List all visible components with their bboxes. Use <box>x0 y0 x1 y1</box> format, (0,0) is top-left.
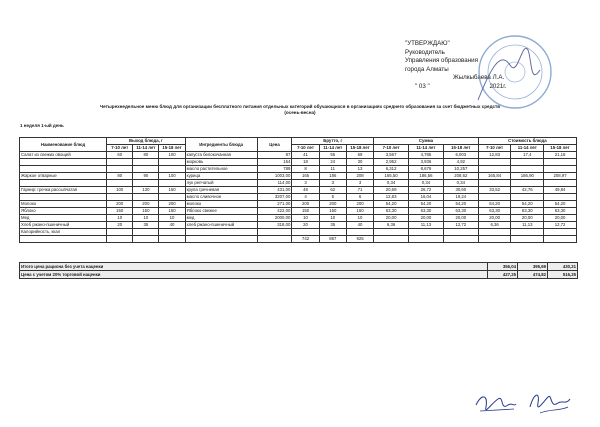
sum-cell: 12,72 <box>443 222 478 229</box>
header-age-3: 15-18 лет <box>544 145 577 152</box>
yield-cell: 200 <box>133 201 159 208</box>
header-price: Цена <box>257 138 292 152</box>
ingredient-name: Яблоко свежее <box>185 208 257 215</box>
cost-cell: 17,4 <box>511 152 544 159</box>
table-row <box>20 159 577 166</box>
empty-cell <box>133 229 159 236</box>
gross-cell: 4 <box>292 194 319 201</box>
yield-cell <box>107 180 133 187</box>
gross-cell: 40 <box>346 222 373 229</box>
cost-cell <box>511 159 544 166</box>
empty-cell <box>511 236 544 243</box>
gross-cell: 13 <box>346 166 373 173</box>
header-age-1: 7-10 лет <box>107 145 133 152</box>
totals-value: 356,04 <box>488 263 518 271</box>
table-row <box>20 229 577 236</box>
dish-name: Мед <box>20 215 107 222</box>
sum-cell: 11,13 <box>409 222 444 229</box>
sum-cell: 54,20 <box>443 201 478 208</box>
calories-label: Калорийность, ккал <box>20 229 107 236</box>
title-text: Четырехнедельное меню блюд для организации бесплатного питания отдельных категорий обучающихся в организациях среднего образования за счет бюджетных средств <box>99 104 501 109</box>
sum-cell: 10,257 <box>443 166 478 173</box>
cost-cell <box>544 159 577 166</box>
ingredient-name: капуста белокочанная <box>185 152 257 159</box>
empty-cell <box>185 236 257 243</box>
ingredient-name: курица <box>185 173 257 180</box>
sum-cell: 20,00 <box>374 215 409 222</box>
ingredient-name: хлеб ржано-пшеничный <box>185 222 257 229</box>
yield-cell: 60 <box>107 152 133 159</box>
empty-cell <box>478 236 511 243</box>
price-cell: 1003,00 <box>257 173 292 180</box>
gross-cell: 150 <box>292 208 319 215</box>
header-age-1: 7-10 лет <box>292 145 319 152</box>
cost-cell: 54,20 <box>478 201 511 208</box>
cost-cell: 6,36 <box>478 222 511 229</box>
empty-cell <box>107 236 133 243</box>
cost-cell <box>511 166 544 173</box>
table-row <box>20 208 577 215</box>
table-row <box>20 166 577 173</box>
gross-cell: 150 <box>319 208 346 215</box>
cost-cell: 42,76 <box>511 187 544 194</box>
gross-cell: 30 <box>346 159 373 166</box>
yield-cell: 150 <box>159 208 185 215</box>
dish-name: Салат из свежих овощей <box>20 152 107 159</box>
yield-cell: 90 <box>133 173 159 180</box>
yield-cell: 20 <box>107 222 133 229</box>
empty-cell <box>159 236 185 243</box>
yield-cell: 130 <box>133 187 159 194</box>
gross-cell: 150 <box>346 208 373 215</box>
gross-cell: 62 <box>319 187 346 194</box>
yield-cell: 150 <box>107 208 133 215</box>
totals-row <box>20 263 578 271</box>
empty-cell <box>374 229 409 236</box>
cost-cell <box>478 194 511 201</box>
empty-cell <box>159 229 185 236</box>
yield-cell: 10 <box>133 215 159 222</box>
table-row <box>20 152 577 159</box>
cost-cell <box>478 180 511 187</box>
header-gross: Брутто, г <box>292 138 374 145</box>
dish-name <box>20 194 107 201</box>
empty-cell <box>292 229 319 236</box>
ingredient-name: масло сливочное <box>185 194 257 201</box>
empty-cell <box>257 229 292 236</box>
official-seal-icon <box>470 30 560 115</box>
empty-cell <box>346 229 373 236</box>
price-cell: 789 <box>257 166 292 173</box>
dish-name: Хлеб ржано-пшеничный <box>20 222 107 229</box>
cost-cell <box>511 180 544 187</box>
cost-cell: 54,20 <box>544 201 577 208</box>
table-row <box>20 194 577 201</box>
sum-cell: 0,34 <box>409 180 444 187</box>
gross-cell: 69 <box>346 152 373 159</box>
approval-line-1: "УТВЕРЖДАЮ" <box>405 40 450 47</box>
cost-cell <box>478 159 511 166</box>
cost-cell: 20,00 <box>511 215 544 222</box>
totals-value: 395,69 <box>518 263 548 271</box>
gross-cell: 35 <box>319 222 346 229</box>
header-age-2: 11-14 лет <box>133 145 159 152</box>
table-row <box>20 236 577 243</box>
header-age-1: 7-10 лет <box>374 145 409 152</box>
cost-cell: 186,90 <box>511 173 544 180</box>
gross-total-cell: 867 <box>319 236 346 243</box>
header-age-3: 15-18 лет <box>159 145 185 152</box>
table-row <box>20 222 577 229</box>
yield-cell: 80 <box>107 173 133 180</box>
gross-cell: 5 <box>319 194 346 201</box>
gross-cell: 3 <box>319 180 346 187</box>
sum-cell: 4,92 <box>443 159 478 166</box>
yield-cell <box>133 166 159 173</box>
gross-cell: 41 <box>292 152 319 159</box>
empty-cell <box>544 229 577 236</box>
cost-cell <box>478 166 511 173</box>
yield-cell: 200 <box>159 201 185 208</box>
cost-cell <box>511 194 544 201</box>
gross-cell: 200 <box>346 201 373 208</box>
approval-date-year: 2021г. <box>489 82 507 90</box>
sum-cell: 6,312 <box>374 166 409 173</box>
yield-cell: 80 <box>133 152 159 159</box>
cost-cell: 208,97 <box>544 173 577 180</box>
header-ingredients: Ингредиенты блюда <box>185 138 257 152</box>
cost-cell: 21,18 <box>544 152 577 159</box>
cost-cell: 20,00 <box>544 215 577 222</box>
gross-cell: 8 <box>292 166 319 173</box>
gross-total-cell: 742 <box>292 236 319 243</box>
header-age-2: 11-14 лет <box>511 145 544 152</box>
yield-cell <box>159 159 185 166</box>
cost-cell <box>544 194 577 201</box>
gross-cell: 20 <box>292 222 319 229</box>
sum-cell: 20,00 <box>409 215 444 222</box>
totals-label: Цена с учетом 20% торговой наценки <box>20 271 488 279</box>
gross-cell: 11 <box>319 166 346 173</box>
price-cell: 87 <box>257 152 292 159</box>
handwritten-signatures-icon <box>470 385 580 423</box>
gross-cell: 186 <box>319 173 346 180</box>
sum-cell: 30,60 <box>443 187 478 194</box>
empty-cell <box>443 229 478 236</box>
dish-name: Гарнир: гречка рассыпчатая <box>20 187 107 194</box>
sum-cell: 63,30 <box>409 208 444 215</box>
approval-line-2: Руководитель <box>405 48 445 56</box>
sum-cell: 20,69 <box>374 187 409 194</box>
header-age-3: 15-18 лет <box>443 145 478 152</box>
sum-cell: 165,50 <box>374 173 409 180</box>
dish-name <box>20 159 107 166</box>
yield-cell: 100 <box>159 152 185 159</box>
sum-cell: 54,20 <box>409 201 444 208</box>
week-day-label: 1 неделя 1-ый день <box>20 123 64 128</box>
sum-cell: 208,62 <box>443 173 478 180</box>
table-row <box>20 201 577 208</box>
approval-line-3: Управления образования <box>405 57 478 65</box>
title-subtitle: (осень-весна) <box>284 110 316 115</box>
sum-cell: 3,936 <box>409 159 444 166</box>
sum-cell: 26,72 <box>409 187 444 194</box>
dish-name: Жаркое отварные <box>20 173 107 180</box>
empty-cell <box>257 236 292 243</box>
sum-cell: 8,679 <box>409 166 444 173</box>
gross-cell: 200 <box>319 201 346 208</box>
dish-name <box>20 180 107 187</box>
yield-cell <box>133 180 159 187</box>
sum-cell: 2,952 <box>374 159 409 166</box>
gross-cell: 48 <box>292 187 319 194</box>
approval-signer: Жылкыбаева Л.А. <box>453 74 505 82</box>
price-cell: 318,00 <box>257 222 292 229</box>
header-age-2: 11-14 лет <box>319 145 346 152</box>
cost-cell: 54,20 <box>511 201 544 208</box>
ingredient-name: крупа гречневая <box>185 187 257 194</box>
gross-cell: 18 <box>292 159 319 166</box>
gross-cell: 24 <box>319 159 346 166</box>
sum-cell: 16,04 <box>409 194 444 201</box>
header-age-2: 11-14 лет <box>409 145 444 152</box>
yield-cell <box>159 194 185 201</box>
gross-cell: 71 <box>346 187 373 194</box>
totals-row <box>20 271 578 279</box>
approval-line-4: города Алматы <box>405 65 449 73</box>
empty-cell <box>133 236 159 243</box>
yield-cell: 40 <box>159 222 185 229</box>
price-cell: 2000,00 <box>257 215 292 222</box>
header-dish: Наименование блюд <box>20 138 107 152</box>
empty-cell <box>409 236 444 243</box>
yield-cell: 35 <box>133 222 159 229</box>
table-row <box>20 215 577 222</box>
gross-cell: 6 <box>346 194 373 201</box>
cost-cell: 165,84 <box>478 173 511 180</box>
sum-cell: 12,83 <box>374 194 409 201</box>
price-cell: 164 <box>257 159 292 166</box>
ingredient-name: масло растительное <box>185 166 257 173</box>
yield-cell: 200 <box>107 201 133 208</box>
yield-cell <box>133 159 159 166</box>
price-cell: 271,00 <box>257 201 292 208</box>
cost-cell: 33,52 <box>478 187 511 194</box>
yield-cell <box>159 166 185 173</box>
empty-cell <box>107 229 133 236</box>
sum-cell: 63,30 <box>443 208 478 215</box>
yield-cell: 10 <box>159 215 185 222</box>
gross-cell: 165 <box>292 173 319 180</box>
gross-cell: 10 <box>319 215 346 222</box>
gross-cell: 3 <box>292 180 319 187</box>
dish-name <box>20 166 107 173</box>
empty-cell <box>319 229 346 236</box>
dish-name: Яблоко <box>20 208 107 215</box>
gross-cell: 208 <box>346 173 373 180</box>
totals-value: 430,21 <box>548 263 578 271</box>
empty-cell <box>478 229 511 236</box>
ingredient-name: лук репчатый <box>185 180 257 187</box>
sum-cell: 6,36 <box>374 222 409 229</box>
sum-cell: 0,34 <box>374 180 409 187</box>
table-row <box>20 173 577 180</box>
cost-cell <box>544 166 577 173</box>
yield-cell: 10 <box>107 215 133 222</box>
sum-cell: 63,30 <box>374 208 409 215</box>
gross-cell: 55 <box>319 152 346 159</box>
empty-cell <box>443 236 478 243</box>
header-sum: Сумма <box>374 138 479 145</box>
gross-cell: 10 <box>346 215 373 222</box>
gross-cell: 3 <box>346 180 373 187</box>
ingredient-name: молоко <box>185 201 257 208</box>
empty-cell <box>20 236 107 243</box>
header-age-3: 15-18 лет <box>346 145 373 152</box>
sum-cell: 6,003 <box>443 152 478 159</box>
totals-value: 474,82 <box>518 271 548 279</box>
gross-total-cell: 925 <box>346 236 373 243</box>
sum-cell: 3,567 <box>374 152 409 159</box>
cost-cell: 49,84 <box>544 187 577 194</box>
sum-cell: 0,34 <box>443 180 478 187</box>
price-cell: 422,00 <box>257 208 292 215</box>
dish-name: Молоко <box>20 201 107 208</box>
table-row <box>20 187 577 194</box>
cost-cell: 12,83 <box>478 152 511 159</box>
price-cell: 114,00 <box>257 180 292 187</box>
document-title <box>20 104 580 116</box>
sum-cell: 4,785 <box>409 152 444 159</box>
yield-cell: 150 <box>133 208 159 215</box>
cost-cell: 63,30 <box>544 208 577 215</box>
price-cell: 3207,00 <box>257 194 292 201</box>
yield-cell <box>159 180 185 187</box>
yield-cell: 100 <box>159 173 185 180</box>
ingredient-name: мед <box>185 215 257 222</box>
table-row <box>20 180 577 187</box>
sum-cell: 19,24 <box>443 194 478 201</box>
header-cost: Стоимость блюда <box>478 138 576 145</box>
price-cell: 431,00 <box>257 187 292 194</box>
empty-cell <box>409 229 444 236</box>
cost-cell: 63,30 <box>511 208 544 215</box>
gross-cell: 10 <box>292 215 319 222</box>
yield-cell <box>107 166 133 173</box>
totals-value: 427,25 <box>488 271 518 279</box>
cost-cell: 63,30 <box>478 208 511 215</box>
yield-cell: 150 <box>159 187 185 194</box>
cost-cell <box>544 180 577 187</box>
totals-label: Итого цена рациона без учета наценки <box>20 263 488 271</box>
totals-table <box>19 262 578 279</box>
yield-cell: 100 <box>107 187 133 194</box>
yield-cell <box>107 194 133 201</box>
empty-cell <box>185 229 257 236</box>
header-yield: Выход блюда, г <box>107 138 185 145</box>
approval-date-prefix: " 03 " <box>415 82 430 90</box>
cost-cell: 12,72 <box>544 222 577 229</box>
sum-cell: 54,20 <box>374 201 409 208</box>
empty-cell <box>511 229 544 236</box>
gross-cell: 200 <box>292 201 319 208</box>
ingredient-name: морковь <box>185 159 257 166</box>
empty-cell <box>374 236 409 243</box>
yield-cell <box>133 194 159 201</box>
sum-cell: 20,00 <box>443 215 478 222</box>
cost-cell: 11,13 <box>511 222 544 229</box>
empty-cell <box>544 236 577 243</box>
sum-cell: 186,56 <box>409 173 444 180</box>
cost-cell: 20,00 <box>478 215 511 222</box>
header-age-1: 7-10 лет <box>478 145 511 152</box>
totals-value: 516,25 <box>548 271 578 279</box>
menu-table <box>19 137 577 243</box>
yield-cell <box>107 159 133 166</box>
